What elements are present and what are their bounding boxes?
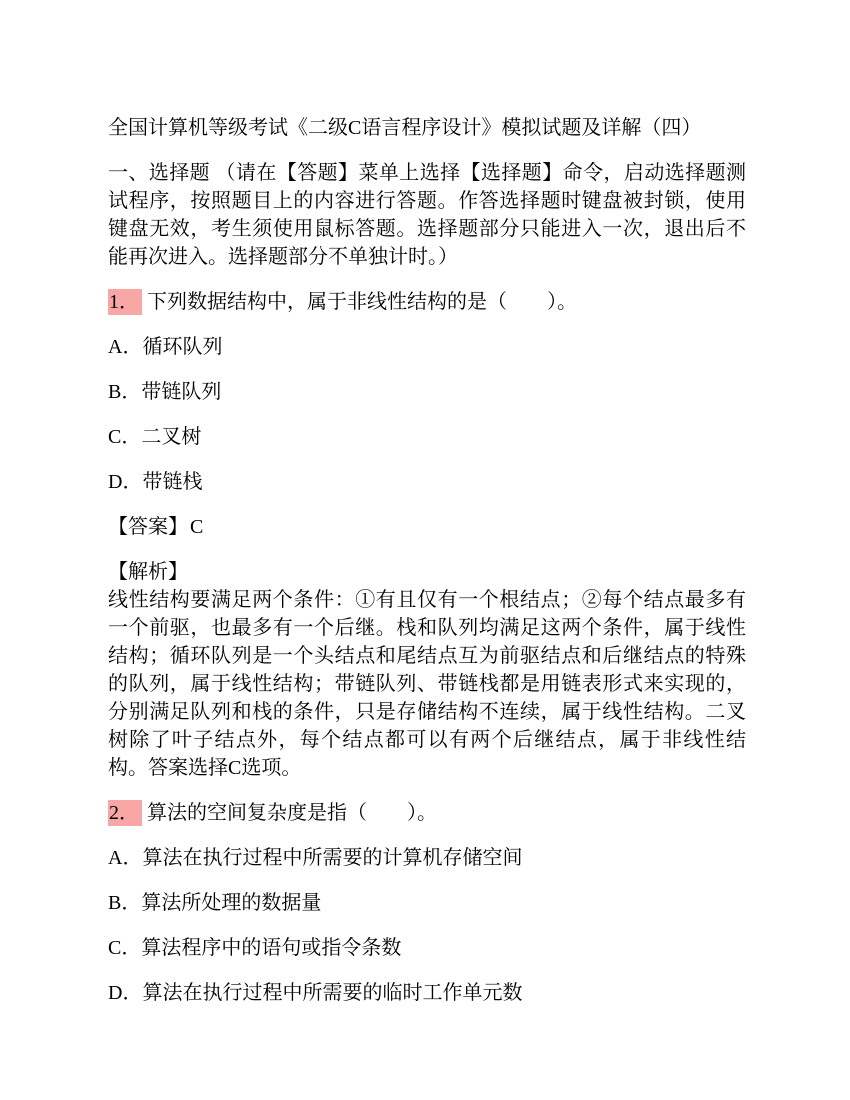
question-1-option-c: C．二叉树 — [108, 426, 202, 448]
question-1-text: 下列数据结构中，属于非线性结构的是（ ）。 — [147, 291, 577, 313]
answer-label: 【答案】 — [108, 516, 188, 538]
question-2-option-c: C．算法程序中的语句或指令条数 — [108, 937, 402, 959]
section-instructions: 一、选择题 （请在【答题】菜单上选择【选择题】命令，启动选择题测试程序，按照题目上的内容进行答题。作答选择题时键盘被封锁，使用键盘无效，考生须使用鼠标答题。选择题部分只能进入一次，退出后不能再次进入。选择题部分不单独计时。） — [108, 162, 746, 268]
question-1-answer-line — [108, 513, 746, 541]
answer-value: C — [190, 516, 204, 538]
analysis-text: 线性结构要满足两个条件：①有且仅有一个根结点；②每个结点最多有一个前驱，也最多有一个后继。栈和队列均满足这两个条件，属于线性结构；循环队列是一个头结点和尾结点互为前驱结点和后继结点的特殊的队列，属于线性结构；带链队列、带链栈都是用链表形式来实现的，分别满足队列和栈的条件，只是存储结构不连续，属于线性结构。二叉树除了叶子结点外，每个结点都可以有两个后继结点，属于非线性结构。答案选择C选项。 — [108, 589, 746, 779]
question-2-option-d: D．算法在执行过程中所需要的临时工作单元数 — [108, 982, 523, 1004]
question-1-stem — [108, 288, 746, 316]
question-2-text: 算法的空间复杂度是指（ ）。 — [147, 802, 437, 824]
question-2-option-b: B．算法所处理的数据量 — [108, 892, 322, 914]
document-title: 全国计算机等级考试《二级C语言程序设计》模拟试题及详解（四） — [108, 117, 702, 139]
question-1-analysis-block — [108, 558, 746, 782]
question-2-option-a: A．算法在执行过程中所需要的计算机存储空间 — [108, 847, 523, 869]
question-1-option-a: A．循环队列 — [108, 336, 223, 358]
analysis-label: 【解析】 — [108, 561, 188, 583]
question-2-stem — [108, 799, 746, 827]
question-1-number-highlight: 1． — [108, 289, 142, 315]
question-2-number-highlight: 2． — [108, 800, 142, 826]
question-1-option-b: B．带链队列 — [108, 381, 222, 403]
question-1-option-d: D．带链栈 — [108, 471, 203, 493]
